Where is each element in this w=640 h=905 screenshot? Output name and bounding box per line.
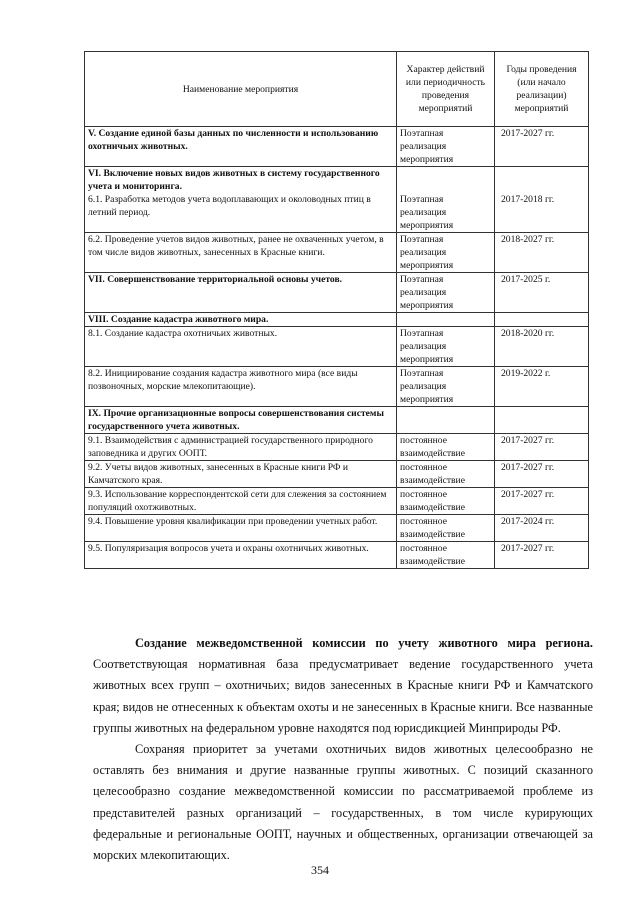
table-row xyxy=(85,233,589,273)
measure-name: 8.1. Создание кадастра охотничьих животных. xyxy=(88,328,278,339)
measure-name: 9.3. Использование корреспондентской сети для слежения за состоянием популяций охотживотных. xyxy=(88,489,387,513)
action-type-cell: Поэтапная реализация мероприятия xyxy=(397,233,495,273)
table-row xyxy=(85,167,589,233)
measure-name-cell xyxy=(85,461,397,488)
years-cell xyxy=(495,407,589,434)
measure-name-cell xyxy=(85,407,397,434)
action-type-cell: постоянное взаимодействие xyxy=(397,542,495,569)
measure-name: V. Создание единой базы данных по численности и использованию охотничьих животных. xyxy=(88,128,379,152)
measure-name: 9.2. Учеты видов животных, занесенных в Красные книги РФ и Камчатского края. xyxy=(88,462,349,486)
years-cell: 2017-2027 гг. xyxy=(495,461,589,488)
measure-name: 8.2. Инициирование создания кадастра животного мира (все виды позвоночных, морские млекопитающие). xyxy=(88,368,358,392)
paragraph-1-bold: Создание межведомственной комиссии по учету животного мира региона. xyxy=(135,636,593,650)
table-row xyxy=(85,407,589,434)
action-type-cell: Поэтапная реализация мероприятия xyxy=(397,167,495,233)
measure-name-cell xyxy=(85,167,397,233)
measure-name-cell xyxy=(85,313,397,327)
section-heading: VI. Включение новых видов животных в систему государственного учета и мониторинга. xyxy=(88,168,380,192)
action-type-cell: постоянное взаимодействие xyxy=(397,461,495,488)
action-type-cell: Поэтапная реализация мероприятия xyxy=(397,273,495,313)
measure-name: 9.1. Взаимодействия с администрацией государственного природного заповедника и других ООПТ. xyxy=(88,435,373,459)
years-cell: 2017-2027 гг. xyxy=(495,434,589,461)
action-type-cell xyxy=(397,407,495,434)
years-cell: 2017-2027 гг. xyxy=(495,488,589,515)
measure-name-cell xyxy=(85,367,397,407)
table-body xyxy=(85,127,589,569)
table-header-row xyxy=(85,52,589,127)
header-action-type: Характер действий или периодичность проведения мероприятий xyxy=(397,52,495,127)
table-row xyxy=(85,515,589,542)
measure-name-cell xyxy=(85,542,397,569)
table-row xyxy=(85,542,589,569)
measure-name: 9.5. Популяризация вопросов учета и охраны охотничьих животных. xyxy=(88,543,369,554)
paragraph-2: Сохраняя приоритет за учетами охотничьих видов животных целесообразно не оставлять без внимания и другие названные группы животных. С позиций сказанного целесообразно создание межведомственной комиссии по рассматриваемой проблеме из представителей разных организаций – государственных, в том числе курирующих федеральные и региональные ООПТ, научных и общественных, организации отвечающей за морских млекопитающих. xyxy=(93,742,593,863)
action-type-cell: постоянное взаимодействие xyxy=(397,515,495,542)
action-type-cell: Поэтапная реализация мероприятия xyxy=(397,367,495,407)
years-cell: 2017-2027 гг. xyxy=(495,542,589,569)
table-row xyxy=(85,461,589,488)
table-row xyxy=(85,488,589,515)
measure-name: IX. Прочие организационные вопросы совершенствования системы государственного учета животных. xyxy=(88,408,384,432)
measure-name: VIII. Создание кадастра животного мира. xyxy=(88,314,269,325)
measures-table xyxy=(84,51,589,569)
action-type-cell: Поэтапная реализация мероприятия xyxy=(397,127,495,167)
header-measure-name: Наименование мероприятия xyxy=(85,52,397,127)
measure-name: 6.2. Проведение учетов видов животных, ранее не охваченных учетом, в том числе видов животных, занесенных в Красные книги. xyxy=(88,234,384,258)
measure-name-cell xyxy=(85,434,397,461)
measure-name-cell xyxy=(85,273,397,313)
measure-name-cell xyxy=(85,233,397,273)
table-row xyxy=(85,273,589,313)
action-type-cell xyxy=(397,313,495,327)
header-years: Годы проведения (или начало реализации) мероприятий xyxy=(495,52,589,127)
body-text xyxy=(93,633,593,866)
measure-name-cell xyxy=(85,515,397,542)
action-type-cell: постоянное взаимодействие xyxy=(397,434,495,461)
years-cell: 2019-2022 г. xyxy=(495,367,589,407)
paragraph-1-text: Соответствующая нормативная база предусматривает ведение государственного учета животных всех групп – охотничьих; видов занесенных в Красные книги РФ и Камчатского края; видов не отнесенных к объектам охоты и не занесенных в Красные книги. Все названные группы животных на федеральном уровне находятся под юрисдикцией Минприроды РФ. xyxy=(93,657,593,735)
measure-name: VII. Совершенствование территориальной основы учетов. xyxy=(88,274,343,285)
years-cell: 2017-2018 гг. xyxy=(495,167,589,233)
table-row xyxy=(85,313,589,327)
table-row xyxy=(85,327,589,367)
years-cell xyxy=(495,313,589,327)
years-cell: 2018-2027 гг. xyxy=(495,233,589,273)
measure-name-cell xyxy=(85,327,397,367)
years-cell: 2018-2020 гг. xyxy=(495,327,589,367)
years-cell: 2017-2027 гг. xyxy=(495,127,589,167)
years-cell: 2017-2024 гг. xyxy=(495,515,589,542)
action-type-cell: Поэтапная реализация мероприятия xyxy=(397,327,495,367)
table-row xyxy=(85,127,589,167)
measure-name: 9.4. Повышение уровня квалификации при проведении учетных работ. xyxy=(88,516,378,527)
table-row xyxy=(85,367,589,407)
years-cell: 2017-2025 г. xyxy=(495,273,589,313)
measure-name: 6.1. Разработка методов учета водоплавающих и околоводных птиц в летний период. xyxy=(88,194,371,218)
action-type-cell: постоянное взаимодействие xyxy=(397,488,495,515)
measure-name-cell xyxy=(85,127,397,167)
page-number: 354 xyxy=(311,863,329,877)
paragraph-1 xyxy=(93,633,593,739)
table-row xyxy=(85,434,589,461)
measure-name-cell xyxy=(85,488,397,515)
